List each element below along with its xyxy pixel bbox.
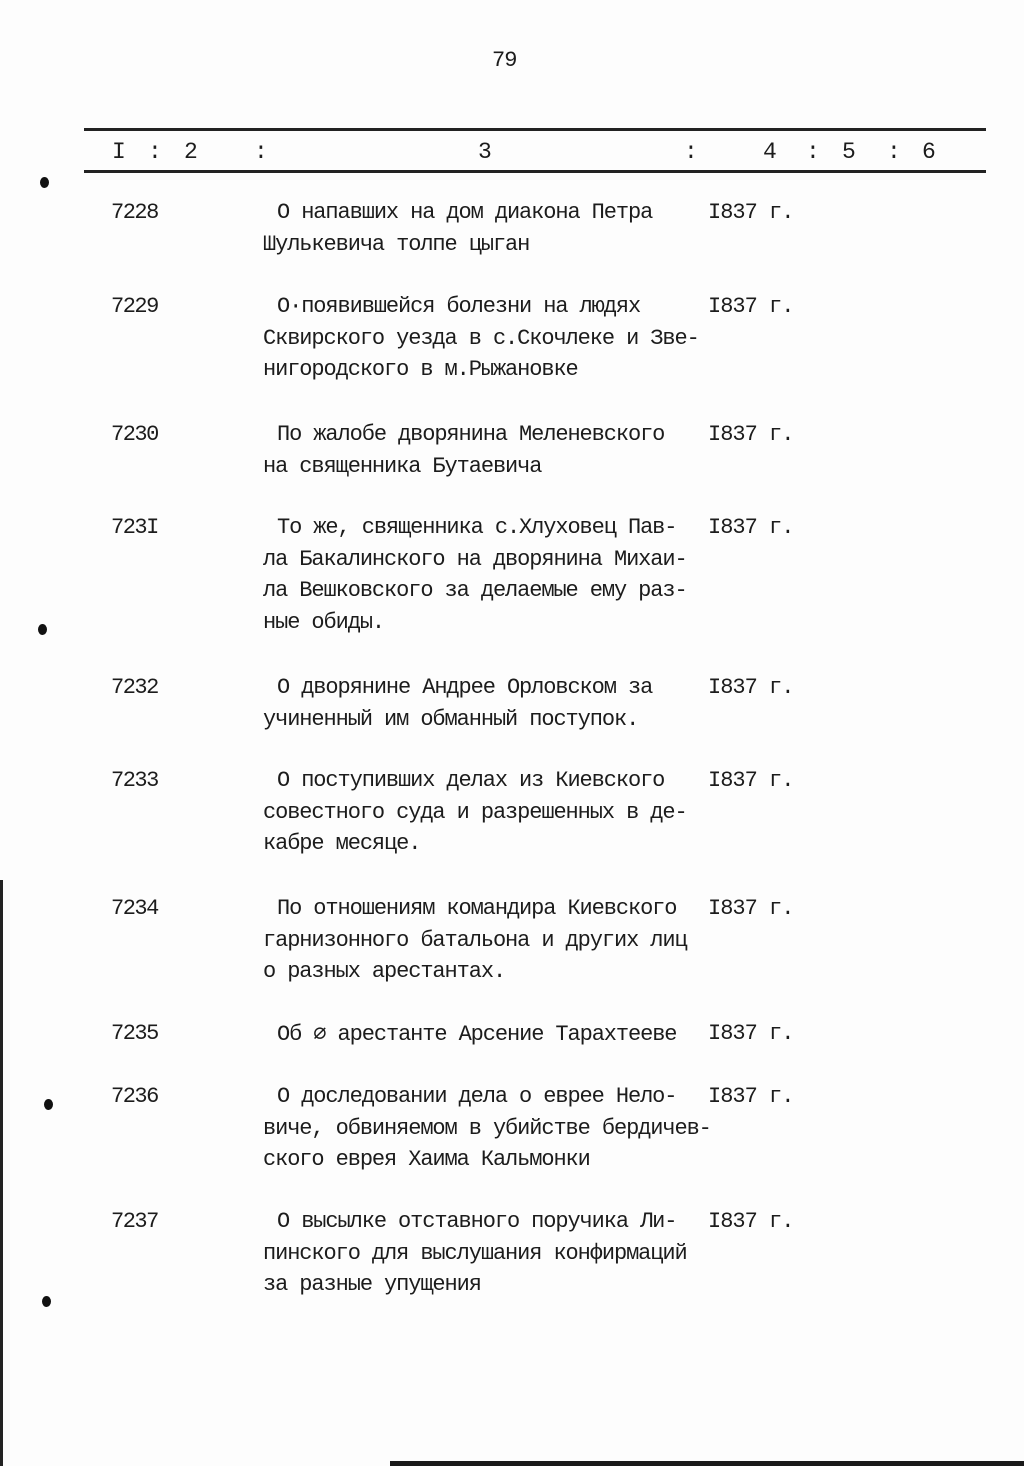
entry-title-line: учиненный им обманный поступок. [263,706,639,732]
entry-title-line: О высылке отставного поручика Ли- [277,1209,677,1234]
entry-number: 7235 [111,1021,158,1046]
punch-hole-mark [44,1099,53,1110]
entry-year: I837 г. [708,1084,794,1109]
column-separator: : [806,139,820,165]
column-separator: : [148,139,162,165]
column-header-I: I [112,139,126,165]
entry-number: 7228 [111,200,158,225]
entry-title-line: кабре месяце. [263,831,421,856]
column-separator: : [684,139,698,165]
entry-title-line: Шулькевича толпе цыган [263,231,530,257]
entry-number: 7234 [111,896,158,921]
entry-title-line: О поступивших делах из Киевского [277,768,665,793]
entry-title-line: Сквирского уезда в с.Скочлеке и Зве- [263,325,699,351]
entry-title-line: О·появившейся болезни на людях [277,294,641,319]
entry-number: 7230 [111,422,158,447]
entry-year: I837 г. [708,294,794,319]
entry-title-line: гарнизонного батальона и других лиц [263,927,687,953]
punch-hole-mark [40,177,49,188]
page-number: 79 [492,48,517,73]
entry-title-line: на священника Бутаевича [263,453,542,479]
entry-title-line: О дворянине Андрее Орловском за [277,675,653,700]
entry-title-line: за разные упущения [263,1272,481,1297]
entry-title-line: ского еврея Хаима Кальмонки [263,1147,590,1172]
entry-title-line: По отношениям командира Киевского [277,896,677,921]
entry-title-line: ла Вешковского за делаемые ему раз- [263,578,687,603]
scan-edge-left [0,880,3,1466]
entry-year: I837 г. [708,896,794,921]
scan-edge-bottom [390,1461,1024,1466]
entry-year: I837 г. [708,1021,794,1046]
entry-year: I837 г. [708,422,794,447]
entry-title-line: совестного суда и разрешенных в де- [263,799,687,825]
entry-number: 7233 [111,768,158,793]
entry-number: 723I [111,515,158,540]
entry-year: I837 г. [708,515,794,540]
entry-title-line: О напавших на дом диакона Петра [277,200,653,225]
entry-title-line: То же, священника с.Хлуховец Пав- [277,515,677,540]
header-rule-top [84,128,986,131]
punch-hole-mark [42,1296,51,1307]
punch-hole-mark [38,624,47,635]
column-header-5: 5 [842,139,856,165]
entry-title-line: ла Бакалинского на дворянина Михаи- [263,546,687,572]
column-separator: : [887,139,901,165]
entry-title-line: По жалобе дворянина Меленевского [277,422,665,447]
entry-number: 7237 [111,1209,158,1234]
column-header-4: 4 [763,139,777,165]
entry-title-line: нигородского в м.Рыжановке [263,357,578,382]
header-rule-bottom [84,170,986,173]
column-header-6: 6 [922,139,936,165]
entry-title-line: Об ∅ арестанте Арсение Тарахтееве [277,1022,677,1047]
column-separator: : [254,139,268,165]
entry-title-line: о разных арестантах. [263,959,506,984]
entry-title-line: пинского для выслушания конфирмаций [263,1240,687,1266]
entry-year: I837 г. [708,675,794,700]
entry-number: 7229 [111,294,158,319]
entry-number: 7232 [111,675,158,700]
entry-title-line: ные обиды. [263,609,385,635]
entry-number: 7236 [111,1084,158,1109]
entry-year: I837 г. [708,1209,794,1234]
column-header-3: 3 [478,139,492,165]
entry-year: I837 г. [708,768,794,793]
entry-title-line: виче, обвиняемом в убийстве бердичев- [263,1115,711,1141]
entry-year: I837 г. [708,200,794,225]
column-header-2: 2 [184,139,198,165]
entry-title-line: О доследовании дела о еврее Нело- [277,1084,677,1109]
